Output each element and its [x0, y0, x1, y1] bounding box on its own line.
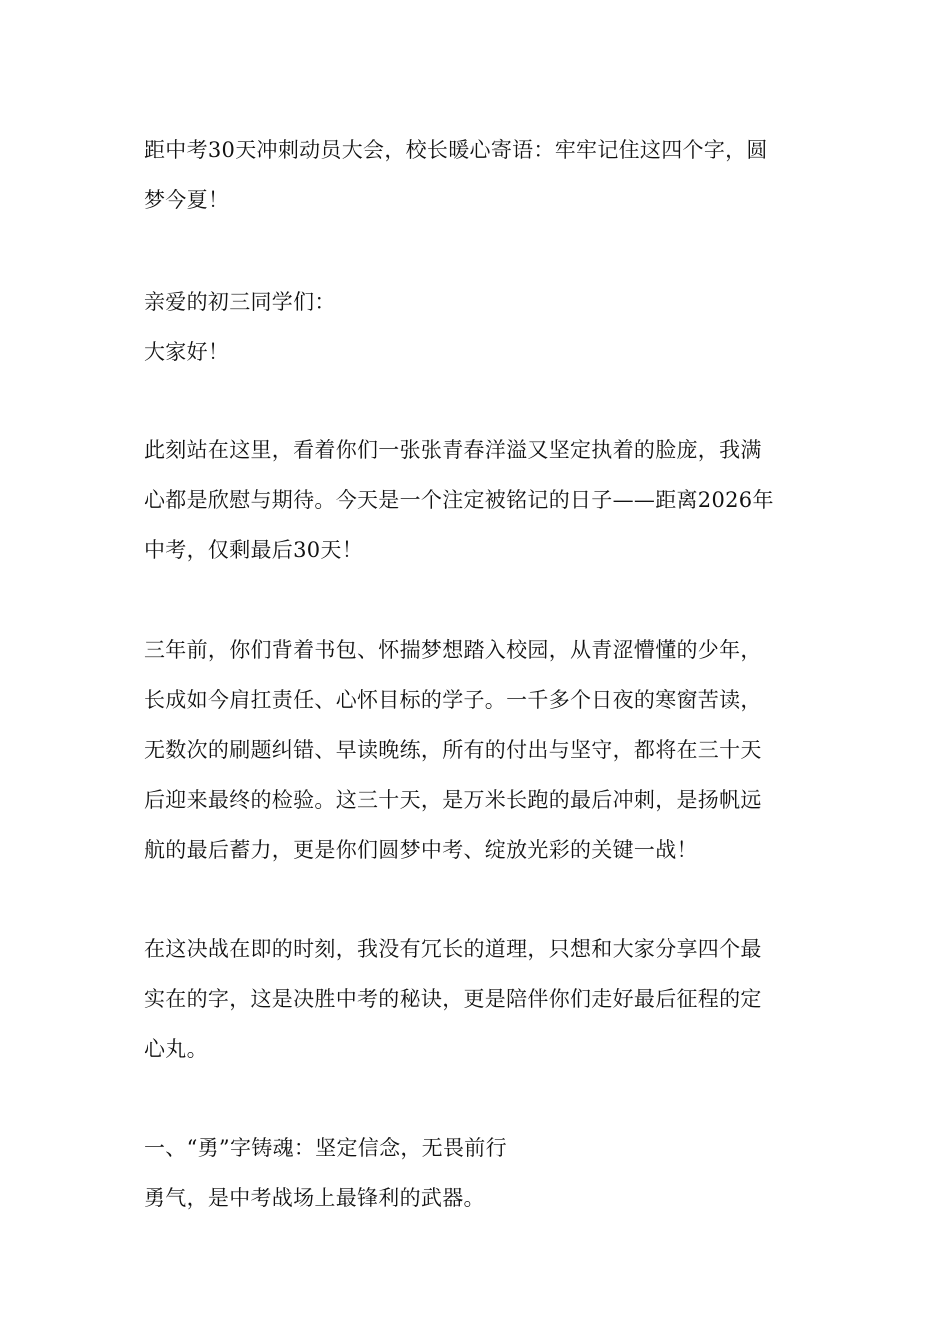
paragraph-2-line-2: 长成如今肩扛责任、心怀目标的学子。一千多个日夜的寒窗苦读， — [144, 688, 762, 712]
section-1-line-1: 勇气，是中考战场上最锋利的武器。 — [144, 1186, 485, 1210]
greeting: 大家好！ — [144, 340, 230, 364]
salutation: 亲爱的初三同学们： — [144, 290, 336, 314]
paragraph-1-line-2: 心都是欣慰与期待。今天是一个注定被铭记的日子——距离2026年 — [144, 488, 774, 512]
paragraph-1-line-3: 中考，仅剩最后30天！ — [144, 538, 364, 562]
paragraph-2-line-1: 三年前，你们背着书包、怀揣梦想踏入校园，从青涩懵懂的少年， — [144, 638, 762, 662]
paragraph-2-line-4: 后迎来最终的检验。这三十天，是万米长跑的最后冲刺，是扬帆远 — [144, 788, 762, 812]
paragraph-1-line-1: 此刻站在这里，看着你们一张张青春洋溢又坚定执着的脸庞，我满 — [144, 438, 762, 462]
paragraph-3-line-3: 心丸。 — [144, 1037, 208, 1061]
paragraph-2-line-3: 无数次的刷题纠错、早读晚练，所有的付出与坚守，都将在三十天 — [144, 738, 762, 762]
document-title-line-1: 距中考30天冲刺动员大会，校长暖心寄语：牢牢记住这四个字，圆 — [144, 138, 768, 162]
paragraph-2-line-5: 航的最后蓄力，更是你们圆梦中考、绽放光彩的关键一战！ — [144, 838, 698, 862]
paragraph-3-line-2: 实在的字，这是决胜中考的秘诀，更是陪伴你们走好最后征程的定 — [144, 987, 762, 1011]
document-title-line-2: 梦今夏！ — [144, 188, 230, 212]
paragraph-3-line-1: 在这决战在即的时刻，我没有冗长的道理，只想和大家分享四个最 — [144, 937, 762, 961]
section-1-heading: 一、“勇”字铸魂：坚定信念，无畏前行 — [144, 1136, 507, 1160]
